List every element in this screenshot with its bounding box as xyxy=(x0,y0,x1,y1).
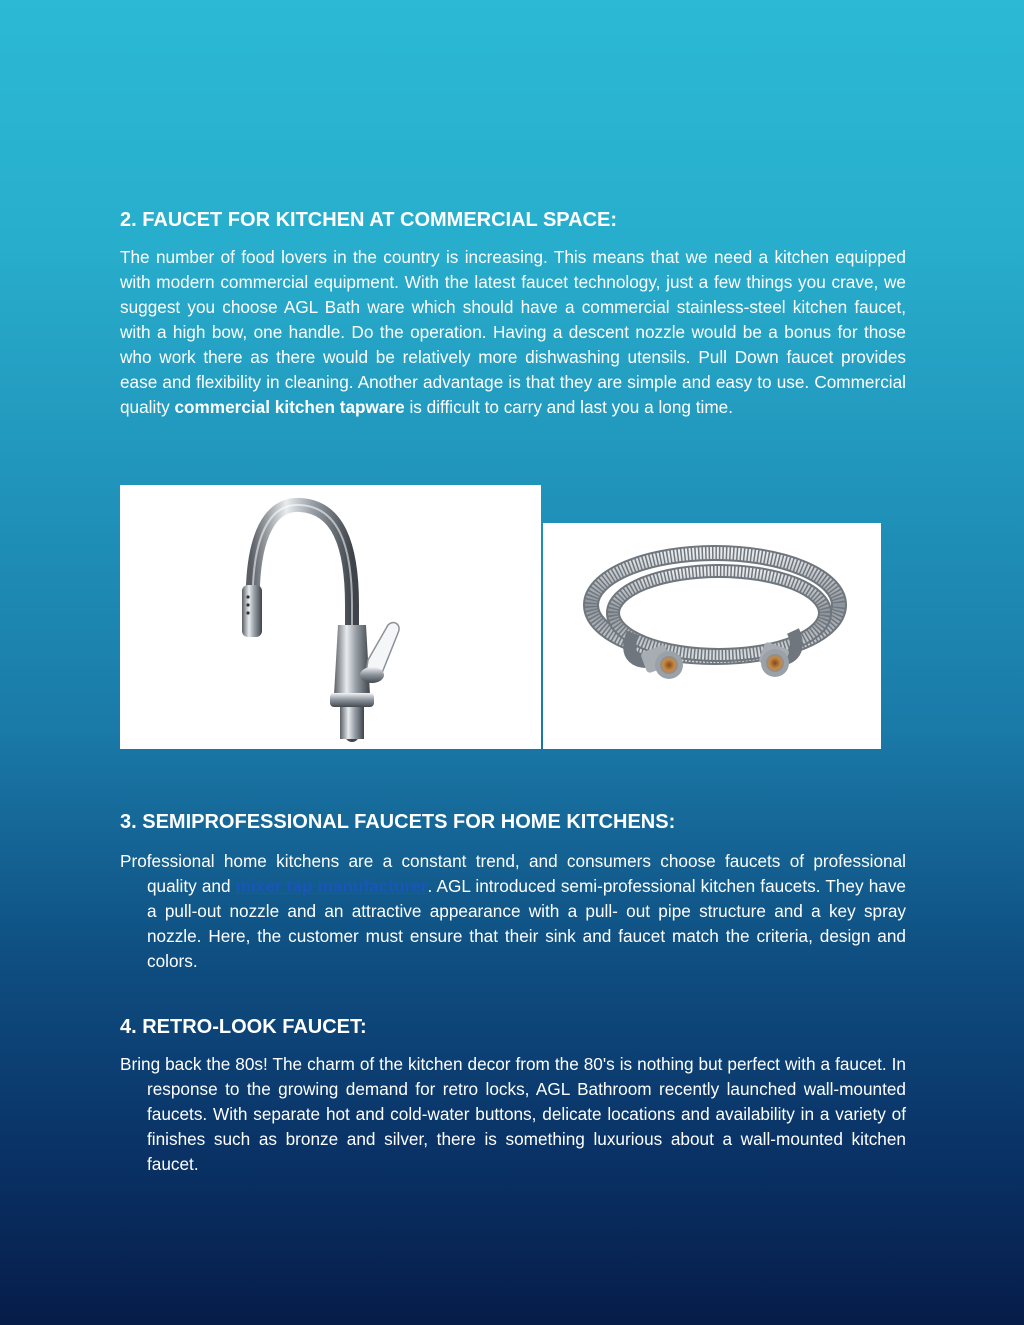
section-heading: 3. SEMIPROFESSIONAL FAUCETS FOR HOME KITCHENS: xyxy=(120,811,676,833)
section-body xyxy=(120,849,906,974)
body-text: Professional home kitchens are a constant trend, and consumers choose faucets of professional quality and xyxy=(120,851,906,896)
mixer-tap-link[interactable]: mixer tap manufacturer xyxy=(235,876,428,896)
section-commercial-faucet xyxy=(120,208,906,420)
body-text: . AGL introduced semi-professional kitchen faucets. They have a pull-out nozzle and an attractive appearance with a pull- out pipe structure and a key spray nozzle. Here, the customer must ensure that their sink and faucet match the criteria, design and colors. xyxy=(147,876,906,971)
section-body: Bring back the 80s! The charm of the kitchen decor from the 80's is nothing but perfect with a faucet. In response to the growing demand for retro locks, AGL Bathroom recently launched wall-mounted faucets. With separate hot and cold-water buttons, delicate locations and availability in a variety of finishes such as bronze and silver, there is something luxurious about a wall-mounted kitchen faucet. xyxy=(120,1054,906,1174)
section-body xyxy=(120,245,906,420)
section-semiprofessional-faucets xyxy=(120,810,906,974)
body-text: is difficult to carry and last you a long time. xyxy=(404,397,733,417)
section-heading: 4. RETRO-LOOK FAUCET: xyxy=(120,1016,367,1038)
hose-image xyxy=(543,523,881,749)
section-retro-faucet xyxy=(120,1015,906,1177)
body-text: The number of food lovers in the country is increasing. This means that we need a kitchen equipped with modern commercial equipment. With the latest faucet technology, just a few things you crave, we suggest you choose AGL Bath ware which should have a commercial stainless-steel kitchen faucet, with a high bow, one handle. Do the operation. Having a descent nozzle would be a bonus for those who work there as there would be relatively more dishwashing utensils. Pull Down faucet provides ease and flexibility in cleaning. Another advantage is that they are simple and easy to use. Commercial quality xyxy=(120,247,906,417)
faucet-image xyxy=(120,485,541,749)
faucet-icon xyxy=(120,485,541,749)
shower-hose-icon xyxy=(543,523,881,749)
section-heading: 2. FAUCET FOR KITCHEN AT COMMERCIAL SPACE: xyxy=(120,209,618,231)
keyword-bold: commercial kitchen tapware xyxy=(174,397,405,417)
